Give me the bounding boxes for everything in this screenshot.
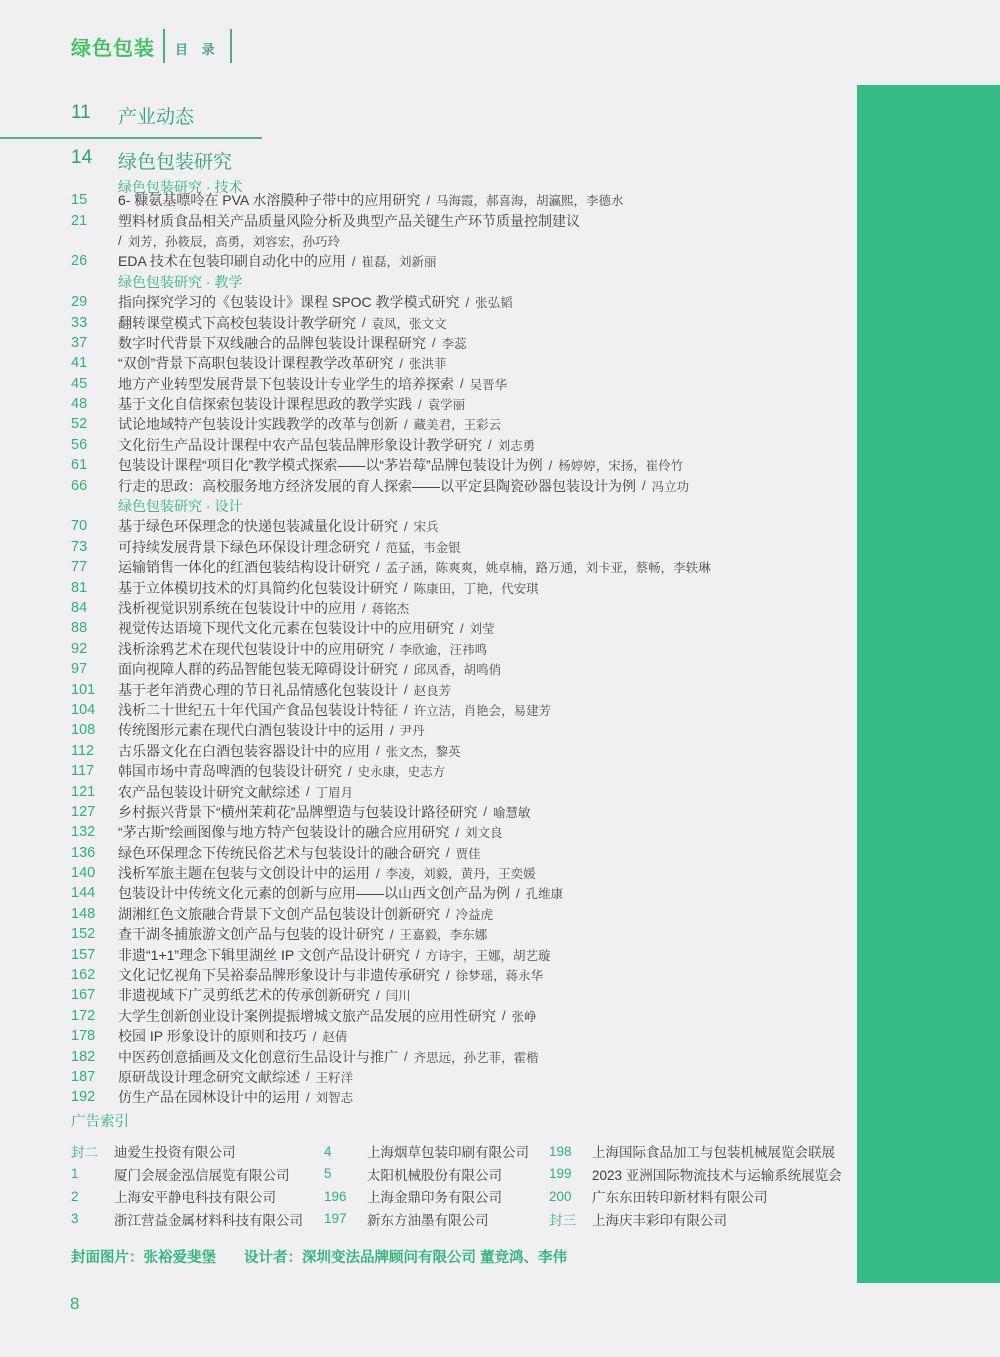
toc-entry-title: “双创”背景下高职包装设计课程教学改革研究 <box>118 355 394 372</box>
author-separator: / <box>446 906 450 922</box>
toc-entry-title: 地方产业转型发展背景下包装设计专业学生的培养探索 <box>118 375 454 392</box>
toc-entry-page: 37 <box>71 334 88 351</box>
toc-entry-page: 33 <box>71 314 88 331</box>
toc-entry <box>71 1026 851 1046</box>
author-separator: / <box>642 478 646 494</box>
author-separator: / <box>306 1069 310 1085</box>
author-separator: / <box>404 661 408 677</box>
toc-entry-title: 文化记忆视角下吴裕泰品牌形象设计与非遗传承研究 <box>118 967 440 984</box>
ad-entry-page: 196 <box>324 1188 347 1204</box>
toc-entry-page: 140 <box>71 865 96 882</box>
journal-header <box>71 28 232 64</box>
toc-page-label: 目 录 <box>175 41 220 57</box>
toc-entry-title: 指向探究学习的《包装设计》课程 SPOC 教学模式研究 <box>118 294 460 311</box>
toc-entry-title: 可持续发展背景下绿色环保设计理念研究 <box>118 538 370 555</box>
toc-entry-authors: 崔磊，刘新丽 <box>361 255 437 270</box>
author-separator: / <box>465 294 470 310</box>
toc-entry-authors: 丁眉月 <box>315 785 354 800</box>
ad-entry-name: 上海庆丰彩印有限公司 <box>592 1212 727 1228</box>
toc-entry-title: 塑料材质食品相关产品质量风险分析及典型产品关键生产环节质量控制建议 <box>118 212 580 229</box>
header-divider-bar <box>163 29 165 63</box>
toc-entry-page: 121 <box>71 783 96 800</box>
toc-entry-title: 基于绿色环保理念的快递包装减量化设计研究 <box>118 518 398 535</box>
ad-entry-name: 2023 亚洲国际物流技术与运输系统展览会 <box>592 1167 842 1183</box>
toc-entry-title: EDA 技术在包装印刷自动化中的应用 <box>118 253 346 270</box>
toc-entry-authors: 李欣逾，汪祎鸣 <box>399 642 488 657</box>
author-separator: / <box>446 845 450 861</box>
toc-entry-page: 77 <box>71 559 88 576</box>
toc-entry <box>71 741 851 761</box>
toc-entry <box>71 374 851 394</box>
page-number: 8 <box>70 1294 80 1313</box>
toc-entry-page: 162 <box>71 967 96 984</box>
toc-entry <box>71 435 851 455</box>
ad-entry-page: 199 <box>549 1166 572 1182</box>
toc-entry <box>71 537 851 557</box>
toc-entry-authors: 赵良芳 <box>413 683 452 698</box>
toc-entry-authors: 尹丹 <box>399 724 425 739</box>
toc-entry-page: 108 <box>71 722 96 739</box>
toc-entry <box>71 802 851 822</box>
author-separator: / <box>460 620 464 636</box>
toc-entry-authors: 刘智志 <box>315 1091 354 1106</box>
toc-entry-title: “茅古斯”绘画图像与地方特产包装设计的融合应用研究 <box>118 824 450 841</box>
toc-entry-authors: 张洪菲 <box>408 357 447 372</box>
ad-index-entry <box>324 1140 549 1163</box>
toc-entry-page: 144 <box>71 885 96 902</box>
toc-entry <box>71 1046 851 1066</box>
author-separator: / <box>376 559 380 575</box>
section-research-title: 绿色包装研究 <box>118 152 233 173</box>
toc-entry-authors: 邱凤香，胡鸣俏 <box>413 663 502 678</box>
author-separator: / <box>483 804 487 820</box>
toc-entry-title: 浅析军旅主题在包装与文创设计中的运用 <box>118 865 370 882</box>
author-separator: / <box>404 518 408 534</box>
ad-index-entry <box>549 1208 849 1231</box>
toc-entry-page: 41 <box>71 355 88 372</box>
toc-entry-page: 15 <box>71 192 88 209</box>
toc-entry-title: 查干湖冬捕旅游文创产品与包装的设计研究 <box>118 926 384 943</box>
toc-entry-authors: 宋兵 <box>413 520 439 535</box>
toc-entry-page: 97 <box>71 661 88 678</box>
author-separator: / <box>455 824 459 840</box>
toc-entry-title: 大学生创新创业设计案例提振增城文旅产品发展的应用性研究 <box>118 1007 496 1024</box>
toc-entry-page: 127 <box>71 803 96 820</box>
toc-entry <box>71 353 851 373</box>
toc-entry-title: 试论地域特产包装设计实践教学的改革与创新 <box>118 416 398 433</box>
toc-entry-title: 面向视障人群的药品智能包装无障碍设计研究 <box>118 661 398 678</box>
ad-entry-name: 太阳机械股份有限公司 <box>367 1167 502 1183</box>
toc-entry-page: 148 <box>71 905 96 922</box>
toc-entry <box>71 883 851 903</box>
toc-entry-authors: 徐梦瑶，蒋永华 <box>455 969 544 984</box>
ad-index-title: 广告索引 <box>71 1114 129 1130</box>
toc-entry <box>71 639 851 659</box>
toc-entry-title: 行走的思政：高校服务地方经济发展的育人探索——以平定县陶瓷砂器包装设计为例 <box>118 477 636 494</box>
author-separator: / <box>376 743 380 759</box>
toc-entry <box>71 924 851 944</box>
ad-entry-page: 1 <box>71 1166 79 1182</box>
section-industry-page: 11 <box>71 102 91 123</box>
section-research-sublabel: 绿色包装研究 · 技术 <box>118 179 243 195</box>
toc-list <box>71 190 851 1108</box>
toc-entry-title: 文化衍生产品设计课程中农产品包装品牌形象设计教学研究 <box>118 436 482 453</box>
toc-entry <box>71 700 851 720</box>
toc-entry-title: 中医药创意插画及文化创意衍生品设计与推广 <box>118 1048 398 1065</box>
decorative-green-panel <box>857 85 1000 1283</box>
toc-entry-authors: 藏美君，王彩云 <box>413 418 502 433</box>
toc-entry-title: 数字时代背景下双线融合的品牌包装设计课程研究 <box>118 334 426 351</box>
toc-entry-page: 61 <box>71 457 88 474</box>
toc-entry-authors: 李凌，刘毅，黄丹，王奕媛 <box>385 867 536 882</box>
toc-entry <box>71 720 851 740</box>
ad-entry-name: 浙江营益金属材料科技有限公司 <box>114 1212 303 1228</box>
cover-credit: 封面图片：张裕爱斐堡 <box>71 1250 216 1266</box>
toc-entry-title: 包装设计中传统文化元素的创新与应用——以山西文创产品为例 <box>118 885 510 902</box>
author-separator: / <box>446 967 450 983</box>
toc-entry-page: 84 <box>71 600 88 616</box>
author-separator: / <box>390 926 394 942</box>
ad-index-entry <box>549 1163 849 1186</box>
toc-entry-page: 66 <box>71 477 88 494</box>
toc-entry-title: 浅析二十世纪五十年代国产食品包装设计特征 <box>118 701 398 718</box>
toc-entry-title: 翻转课堂模式下高校包装设计教学研究 <box>118 314 356 331</box>
ad-entry-name: 迪爱生投资有限公司 <box>114 1145 236 1161</box>
toc-entry-title: 基于老年消费心理的节日礼品情感化包装设计 <box>118 681 398 698</box>
toc-entry-title: 校园 IP 形象设计的原则和技巧 <box>118 1028 307 1045</box>
toc-entry-page: 117 <box>71 763 95 780</box>
ad-entry-page: 封三 <box>549 1212 576 1228</box>
ad-entry-name: 新东方油墨有限公司 <box>367 1212 489 1228</box>
toc-entry-authors: 蒋铭杰 <box>371 602 410 616</box>
author-separator: / <box>312 1028 317 1044</box>
toc-entry-title: 湖湘红色文旅融合背景下文创产品包装设计创新研究 <box>118 905 440 922</box>
toc-entry <box>71 455 851 475</box>
toc-entry-page: 70 <box>71 518 88 535</box>
section-industry <box>71 102 194 129</box>
toc-entry-title: 运输销售一体化的红酒包装结构设计研究 <box>118 559 370 576</box>
author-separator: / <box>118 233 122 249</box>
author-separator: / <box>404 416 408 432</box>
toc-entry-authors: 张峥 <box>511 1009 537 1024</box>
ad-index-entry <box>549 1185 849 1208</box>
toc-entry-page: 178 <box>71 1028 96 1045</box>
toc-entry-authors: 袁凤，张文文 <box>371 316 447 331</box>
toc-entry <box>71 822 851 842</box>
toc-entry <box>71 843 851 863</box>
toc-entry-page: 73 <box>71 538 88 555</box>
toc-entry-authors: 刘文良 <box>464 826 503 841</box>
ad-index-column <box>71 1140 324 1230</box>
toc-entry <box>71 210 851 230</box>
toc-entry-authors: 马海霞，郝喜海，胡瀛熙，李德水 <box>435 194 624 209</box>
toc-entry-title: 浅析涂鸦艺术在现代包装设计中的应用研究 <box>118 640 384 657</box>
toc-entry-authors: 喻慧敏 <box>492 805 531 820</box>
ad-entry-name: 上海金鼎印务有限公司 <box>367 1190 502 1206</box>
toc-entry-title: 包装设计课程“项目化”教学模式探索——以“茅岩莓”品牌包装设计为例 <box>118 457 543 474</box>
toc-entry-page: 81 <box>71 579 88 596</box>
author-separator: / <box>348 763 352 779</box>
toc-entry-title: 绿色环保理念下传统民俗艺术与包装设计的融合研究 <box>118 844 440 861</box>
toc-entry-authors: 贾佳 <box>455 846 481 861</box>
toc-entry <box>71 394 851 414</box>
toc-entry-authors: 方诗宇，王娜，胡艺璇 <box>425 948 551 963</box>
toc-entry <box>71 414 851 434</box>
author-separator: / <box>306 784 310 800</box>
ad-entry-name: 厦门会展金泓信展览有限公司 <box>114 1167 290 1183</box>
ad-index-entry <box>324 1208 549 1231</box>
toc-entry <box>71 577 851 597</box>
section-research-page: 14 <box>71 147 93 168</box>
toc-entry <box>71 863 851 883</box>
ad-index-entry <box>324 1163 549 1186</box>
toc-entry-page: 21 <box>71 212 88 229</box>
toc-entry-authors: 张弘韬 <box>475 296 513 311</box>
toc-entry-title: 韩国市场中青岛啤酒的包装设计研究 <box>118 763 342 780</box>
toc-entry-title: 视觉传达语境下现代文化元素在包装设计中的应用研究 <box>118 620 454 637</box>
toc-entry-authors: 陈康田，丁艳，代安琪 <box>413 581 539 596</box>
ad-entry-page: 2 <box>71 1188 79 1204</box>
ad-entry-name: 广东东田转印新材料有限公司 <box>592 1190 768 1206</box>
toc-entry-authors: 王嘉毅，李东娜 <box>399 928 488 943</box>
author-separator: / <box>362 600 366 616</box>
author-separator: / <box>376 987 380 1003</box>
toc-entry <box>71 904 851 924</box>
ad-index-column <box>324 1140 549 1230</box>
toc-entry <box>71 761 851 781</box>
journal-logo: 绿色包装 <box>71 37 155 60</box>
toc-entry <box>71 333 851 353</box>
designer-credit: 设计者：深圳变法品牌顾问有限公司 董竞鸿、李伟 <box>244 1250 568 1266</box>
toc-entry-page: 45 <box>71 375 88 392</box>
section-divider-line <box>0 137 262 139</box>
toc-entry-authors: 孔维康 <box>525 887 564 902</box>
author-separator: / <box>362 315 366 331</box>
author-separator: / <box>488 437 492 453</box>
toc-entry-title: 基于文化自信探索包装设计课程思政的教学实践 <box>118 396 412 413</box>
toc-entry <box>71 781 851 801</box>
author-separator: / <box>404 1049 408 1065</box>
ad-index-entry <box>324 1185 549 1208</box>
toc-entry-page: 172 <box>71 1007 96 1024</box>
author-separator: / <box>548 457 553 473</box>
toc-entry-authors: 赵倩 <box>322 1030 348 1045</box>
author-separator: / <box>404 580 408 596</box>
toc-entry-page: 48 <box>71 396 88 413</box>
toc-entry-page: 29 <box>71 294 88 311</box>
toc-entry-authors: 范猛，韦金银 <box>385 540 461 555</box>
toc-entry <box>71 1067 851 1087</box>
toc-entry-page: 167 <box>71 987 96 1004</box>
toc-entry-page: 112 <box>71 742 95 759</box>
toc-entry <box>71 475 851 495</box>
toc-entry-title: 6- 糠氨基嘌呤在 PVA 水溶膜种子带中的应用研究 <box>118 192 421 209</box>
ad-entry-page: 197 <box>324 1211 347 1227</box>
author-separator: / <box>432 335 436 351</box>
ad-entry-page: 封二 <box>71 1145 98 1161</box>
author-separator: / <box>390 722 394 738</box>
toc-entry <box>71 190 851 210</box>
toc-entry <box>71 312 851 332</box>
toc-entry-page: 152 <box>71 926 96 943</box>
ad-entry-page: 3 <box>71 1211 79 1227</box>
ad-index-entry <box>549 1140 849 1163</box>
toc-entry-page: 101 <box>71 681 96 698</box>
toc-sublabel: 绿色包装研究 · 设计 <box>118 497 243 514</box>
toc-entry <box>71 516 851 536</box>
author-separator: / <box>404 702 408 718</box>
ad-index-grid <box>71 1140 849 1230</box>
toc-entry <box>71 598 851 618</box>
author-separator: / <box>351 253 356 269</box>
toc-entry <box>71 1087 851 1107</box>
author-separator: / <box>390 641 394 657</box>
toc-entry-page: 157 <box>71 946 96 963</box>
toc-entry-title: 古乐器文化在白酒包装容器设计中的应用 <box>118 742 370 759</box>
author-separator: / <box>460 376 464 392</box>
toc-entry-page: 56 <box>71 436 88 453</box>
toc-entry <box>71 618 851 638</box>
toc-entry-page: 104 <box>71 701 96 718</box>
toc-entry-title: 传统图形元素在现代白酒包装设计中的运用 <box>118 722 384 739</box>
toc-entry-page: 26 <box>71 253 88 270</box>
toc-entry-authors: 史永康，史志方 <box>357 765 446 780</box>
header-divider-bar <box>230 29 232 63</box>
toc-entry-title: 原研哉设计理念研究文献综述 <box>118 1068 300 1085</box>
ad-entry-page: 4 <box>324 1143 332 1159</box>
author-separator: / <box>376 539 380 555</box>
author-separator: / <box>516 885 520 901</box>
toc-entry-title: 乡村振兴背景下“横州茉莉花”品牌塑造与包装设计路径研究 <box>118 803 478 820</box>
toc-entry-authors: 刘志勇 <box>497 438 536 453</box>
ad-entry-page: 200 <box>549 1188 572 1204</box>
toc-sublabel: 绿色包装研究 · 教学 <box>118 273 243 290</box>
author-separator: / <box>404 682 408 698</box>
toc-entry-title: 基于立体模切技术的灯具简约化包装设计研究 <box>118 579 398 596</box>
author-separator: / <box>399 355 403 371</box>
toc-entry-page: 88 <box>71 620 88 637</box>
toc-entry-title: 非遗视域下广灵剪纸艺术的传承创新研究 <box>118 987 370 1004</box>
toc-entry-page: 136 <box>71 844 96 861</box>
ad-index-column <box>549 1140 849 1230</box>
ad-entry-page: 198 <box>549 1143 572 1159</box>
ad-index-entry <box>71 1163 324 1186</box>
toc-entry-title: 浅析视觉识别系统在包装设计中的应用 <box>118 600 356 616</box>
toc-entry <box>71 985 851 1005</box>
section-industry-title: 产业动态 <box>118 107 195 128</box>
toc-entry-authors: 闫川 <box>385 989 411 1004</box>
toc-entry <box>71 679 851 699</box>
toc-entry-authors: 张文杰，黎英 <box>385 744 461 759</box>
toc-entry-authors: 刘芳，孙筱辰，高勇，刘容宏，孙巧玲 <box>127 234 341 249</box>
toc-entry-authors: 冷益虎 <box>455 907 494 922</box>
author-separator: / <box>415 947 420 963</box>
toc-entry <box>71 557 851 577</box>
ad-entry-name: 上海安平静电科技有限公司 <box>114 1190 276 1206</box>
toc-entry-title: 仿生产品在园林设计中的运用 <box>118 1089 300 1106</box>
toc-entry-authors-line <box>71 231 851 251</box>
toc-entry <box>71 292 851 312</box>
ad-index-entry <box>71 1140 324 1163</box>
toc-entry-page: 192 <box>71 1089 96 1106</box>
toc-entry-page: 187 <box>71 1068 96 1085</box>
toc-entry <box>71 251 851 271</box>
ad-index-entry <box>71 1208 324 1231</box>
author-separator: / <box>376 865 380 881</box>
toc-entry-authors: 李蕊 <box>441 336 467 351</box>
toc-entry <box>71 965 851 985</box>
toc-entry-authors: 许立洁，肖艳会，易建芳 <box>413 703 552 718</box>
toc-entry-page: 92 <box>71 640 88 657</box>
toc-entry-page: 52 <box>71 416 88 433</box>
toc-entry-title: 非遗“1+1”理念下辑里湖丝 IP 文创产品设计研究 <box>118 946 410 963</box>
toc-entry-authors: 孟子涵，陈爽爽，姚卓楠，路万通，刘卡亚，蔡畅，李轶琳 <box>385 561 711 576</box>
toc-entry-authors: 袁学丽 <box>427 398 466 413</box>
toc-entry-authors: 杨婷婷，宋扬，崔伶竹 <box>558 459 684 474</box>
toc-entry-page: 182 <box>71 1048 96 1065</box>
author-separator: / <box>426 192 430 208</box>
toc-entry-page: 132 <box>71 824 96 841</box>
credits-footer <box>71 1246 567 1267</box>
toc-entry-authors: 齐思远，孙艺菲，霍楷 <box>413 1050 539 1065</box>
ad-index-entry <box>71 1185 324 1208</box>
toc-entry-authors: 王籽洋 <box>315 1070 354 1085</box>
toc-entry <box>71 1006 851 1026</box>
toc-entry-authors: 刘莹 <box>469 622 495 637</box>
ad-entry-name: 上海烟草包装印刷有限公司 <box>367 1145 529 1161</box>
toc-entry-authors: 吴晋华 <box>469 377 508 392</box>
author-separator: / <box>502 1008 506 1024</box>
toc-entry <box>71 659 851 679</box>
toc-entry <box>71 944 851 964</box>
author-separator: / <box>306 1089 310 1105</box>
toc-entry-title: 农产品包装设计研究文献综述 <box>118 783 300 800</box>
ad-entry-name: 上海国际食品加工与包装机械展览会联展 <box>592 1145 835 1161</box>
toc-entry-authors: 冯立功 <box>651 479 690 494</box>
author-separator: / <box>418 396 422 412</box>
ad-entry-page: 5 <box>324 1166 332 1182</box>
